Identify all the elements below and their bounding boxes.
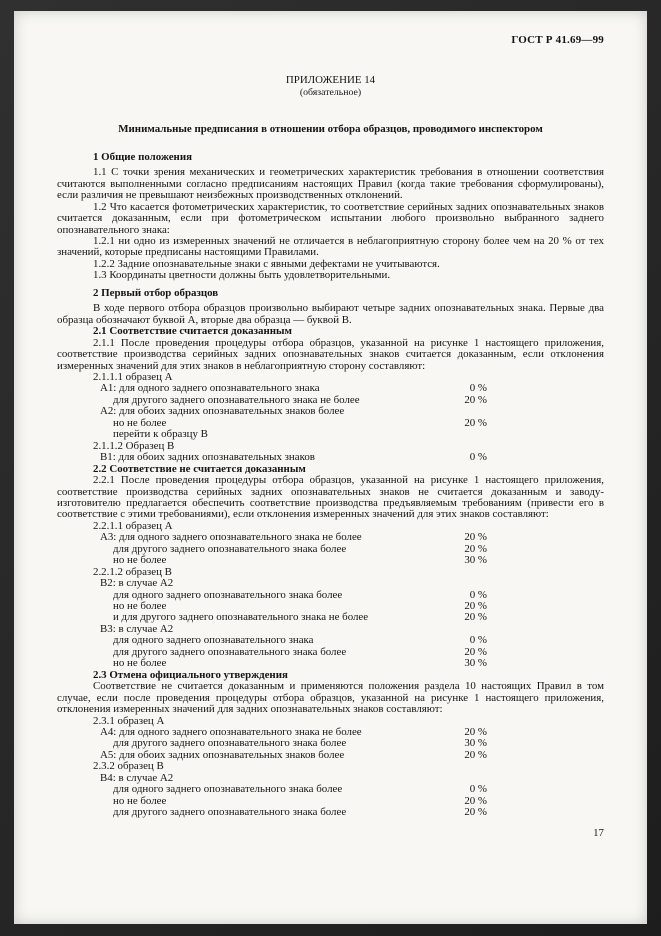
spec-row-label: для другого заднего опознавательного знака более bbox=[113, 806, 347, 819]
spec-row-label: но не более bbox=[113, 600, 167, 613]
spec-row-label: А5: для обоих задних опознавательных знаков более bbox=[100, 748, 345, 761]
spec-row-label: для одного заднего опознавательного знака более bbox=[113, 783, 343, 796]
spec-row-label: для одного заднего опознавательного знака bbox=[113, 634, 314, 647]
appendix-heading bbox=[57, 75, 604, 98]
spec-row-value: 30 % bbox=[464, 737, 487, 750]
paragraph: 1.2 Что касается фотометрических характеристик, то соответствие серийных задних опознавательных знаков считается доказанным, если при фотометрическом испытании любого произвольно выбранного заднего опознавательного знака: bbox=[57, 200, 604, 236]
spec-row-value: 20 % bbox=[464, 611, 487, 624]
spec-row-label: для одного заднего опознавательного знака более bbox=[113, 588, 343, 601]
spec-row-label: и для другого заднего опознавательного знака не более bbox=[113, 611, 369, 624]
spec-row-value: 20 % bbox=[464, 748, 487, 761]
section-heading: 1 Общие положения bbox=[93, 150, 192, 163]
spec-row-label: для другого заднего опознавательного знака не более bbox=[113, 393, 360, 406]
spec-row-value: 0 % bbox=[469, 588, 487, 601]
spec-row-value: 30 % bbox=[464, 657, 487, 670]
spec-row-label: 2.3.2 образец В bbox=[93, 760, 164, 773]
spec-row-value: 20 % bbox=[464, 542, 487, 555]
spec-row-label: А2: для обоих задних опознавательных знаков более bbox=[100, 405, 345, 418]
spec-row-value: 20 % bbox=[464, 726, 487, 739]
spec-row-value: 0 % bbox=[469, 451, 487, 464]
paragraph: 1.2.1 ни одно из измеренных значений не отличается в неблагоприятную сторону более чем на 20 % от тех значений, которые предписаны настоящими Правилами. bbox=[57, 234, 604, 259]
spec-row-label: но не более bbox=[113, 657, 167, 670]
section-heading: 2.1 Соответствие считается доказанным bbox=[93, 325, 292, 338]
paragraph: 2.1.1 После проведения процедуры отбора образцов, указанной на рисунке 1 настоящего приложения, соответствие производства серийных задних опознавательных знаков считается доказанным, если отклонения измеренных значений для этих знаков в неблагоприятную сторону составляют: bbox=[57, 336, 604, 372]
spec-row-value: 20 % bbox=[464, 393, 487, 406]
document-title: Минимальные предписания в отношении отбора образцов, проводимого инспектором bbox=[118, 123, 543, 136]
section-heading: 2.2 Соответствие не считается доказанным bbox=[93, 462, 306, 475]
spec-row-value: 20 % bbox=[464, 416, 487, 429]
paragraph: 1.1 С точки зрения механических и геометрических характеристик требования в отношении соответствия считаются выполненными согласно предписаниям настоящих Правил (когда такие требования сформулированы), если различия не превышают неизбежных производственных отклонений. bbox=[57, 166, 604, 202]
spec-row-label: 2.1.1.1 образец А bbox=[93, 370, 173, 383]
document-body bbox=[57, 152, 604, 819]
paragraph: В ходе первого отбора образцов произвольно выбирают четыре задних опознавательных знака. Первые два образца обозначают буквой А, вторые два образца — буквой В. bbox=[57, 302, 604, 326]
spec-row-value: 30 % bbox=[464, 554, 487, 567]
spec-row bbox=[57, 658, 604, 669]
appendix-note: (обязательное) bbox=[299, 86, 362, 98]
spec-row-label: для другого заднего опознавательного знака более bbox=[113, 645, 347, 658]
spec-row-label: А4: для одного заднего опознавательного знака не более bbox=[100, 726, 362, 739]
spec-row bbox=[57, 452, 604, 463]
page-number: 17 bbox=[593, 826, 604, 839]
spec-row-label: перейти к образцу В bbox=[113, 428, 208, 441]
paragraph: 2.2.1 После проведения процедуры отбора образцов, указанной на рисунке 1 настоящего приложения, соответствие производства серийных задних опознавательных знаков не считается доказанным и заводу-изготовителю предлагается обеспечить соответствие производства предъявляемым требованиям (привести его в соответствие с этими требованиями), если отклонения измеренных значений для этих знаков составляют: bbox=[57, 474, 604, 521]
spec-row-label: В3: в случае А2 bbox=[100, 622, 174, 635]
spec-row-label: 2.2.1.2 образец В bbox=[93, 565, 172, 578]
spec-row-label: В2: в случае А2 bbox=[100, 577, 174, 590]
spec-row-label: А3: для одного заднего опознавательного знака не более bbox=[100, 531, 362, 544]
spec-row-label: но не более bbox=[113, 416, 167, 429]
spec-row-value: 20 % bbox=[464, 600, 487, 613]
spec-row-label: но не более bbox=[113, 554, 167, 567]
spec-row-label: 2.3.1 образец А bbox=[93, 714, 165, 727]
spec-row-label: для другого заднего опознавательного знака более bbox=[113, 737, 347, 750]
spec-row bbox=[57, 807, 604, 818]
spec-row-value: 20 % bbox=[464, 794, 487, 807]
paragraph: 1.3 Координаты цветности должны быть удовлетворительными. bbox=[93, 269, 391, 282]
standard-number: ГОСТ Р 41.69—99 bbox=[511, 34, 604, 46]
spec-row-label: но не более bbox=[113, 794, 167, 807]
spec-row-label: 2.2.1.1 образец А bbox=[93, 519, 173, 532]
section-heading: 2.3 Отмена официального утверждения bbox=[93, 668, 288, 681]
section-heading: 2 Первый отбор образцов bbox=[93, 286, 219, 299]
spec-row-label: 2.1.1.2 Образец В bbox=[93, 439, 175, 452]
spec-row-value: 0 % bbox=[469, 783, 487, 796]
spec-row-value: 20 % bbox=[464, 531, 487, 544]
paragraph: 1.2.2 Задние опознавательные знаки с явными дефектами не учитываются. bbox=[93, 257, 440, 270]
spec-row-label: В4: в случае А2 bbox=[100, 771, 174, 784]
appendix-title: ПРИЛОЖЕНИЕ 14 bbox=[285, 74, 376, 87]
spec-row-value: 0 % bbox=[469, 382, 487, 395]
spec-row-value: 20 % bbox=[464, 645, 487, 658]
document-page bbox=[14, 11, 647, 924]
paragraph: Соответствие не считается доказанным и применяются положения раздела 10 настоящих Правил в том случае, если после проведения процедуры отбора образцов, указанной на рисунке 1 настоящего приложения, отклонения измеренных значений для задних опознавательных знаков составляют: bbox=[57, 680, 604, 716]
spec-row-value: 20 % bbox=[464, 806, 487, 819]
spec-row-label: А1: для одного заднего опознавательного знака bbox=[100, 382, 320, 395]
spec-row-value: 0 % bbox=[469, 634, 487, 647]
spec-row-label: В1: для обоих задних опознавательных знаков bbox=[100, 451, 315, 464]
spec-row-label: для другого заднего опознавательного знака более bbox=[113, 542, 347, 555]
